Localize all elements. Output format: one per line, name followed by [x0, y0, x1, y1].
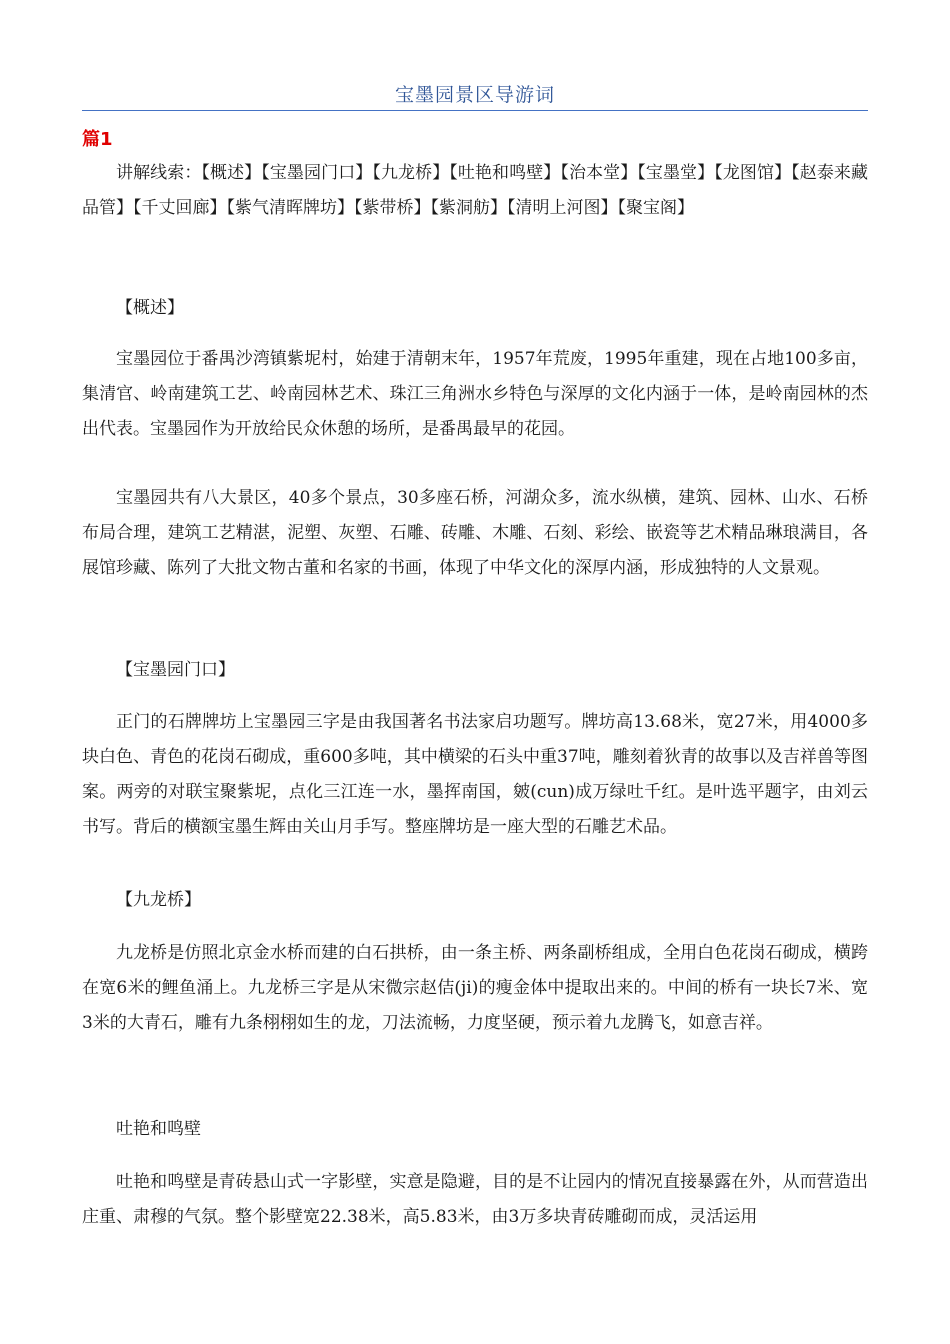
- section-heading-overview: 【概述】: [116, 298, 184, 318]
- section-heading-wall: 吐艳和鸣壁: [116, 1119, 201, 1139]
- overview-paragraph-1: 宝墨园位于番禺沙湾镇紫坭村，始建于清朝末年，1957年荒废，1995年重建，现在占地100多亩，集清官、岭南建筑工艺、岭南园林艺术、珠江三角洲水乡特色与深厚的文化内涵于一体，是岭南园林的杰出代表。宝墨园作为开放给民众休憩的场所，是番禺最早的花园。: [82, 349, 868, 439]
- bridge-paragraph-1: 九龙桥是仿照北京金水桥而建的白石拱桥，由一条主桥、两条副桥组成，全用白色花岗石砌成，横跨在宽6米的鲤鱼涌上。九龙桥三字是从宋微宗赵佶(ji)的瘦金体中提取出来的。中间的桥有一块长7米、宽3米的大青石，雕有九条栩栩如生的龙，刀法流畅，力度坚硬，预示着九龙腾飞，如意吉祥。: [82, 943, 868, 1033]
- section-heading-gate: 【宝墨园门口】: [116, 660, 235, 680]
- intro-paragraph: 讲解线索：【概述】【宝墨园门口】【九龙桥】【吐艳和鸣壁】【治本堂】【宝墨堂】【龙图馆】【赵泰来藏品管】【千丈回廊】【紫气清晖牌坊】【紫带桥】【紫洞舫】【清明上河图】【聚宝阁】: [82, 163, 868, 218]
- gate-paragraph-1: 正门的石牌牌坊上宝墨园三字是由我国著名书法家启功题写。牌坊高13.68米，宽27米，用4000多块白色、青色的花岗石砌成，重600多吨，其中横梁的石头中重37吨，雕刻着狄青的故事以及吉祥兽等图案。两旁的对联宝聚紫坭，点化三江连一水，墨挥南国，皴(cun)成万绿吐千红。是叶选平题字，由刘云书写。背后的横额宝墨生辉由关山月手写。整座牌坊是一座大型的石雕艺术品。: [82, 712, 868, 837]
- title-underline: [82, 110, 868, 111]
- document-title: 宝墨园景区导游词: [394, 84, 555, 106]
- chapter-label: 篇1: [82, 129, 113, 150]
- wall-paragraph-1: 吐艳和鸣壁是青砖悬山式一字影壁，实意是隐避，目的是不让园内的情况直接暴露在外，从而营造出庄重、肃穆的气氛。整个影壁宽22.38米，高5.83米，由3万多块青砖雕砌而成，灵活运用: [82, 1172, 868, 1227]
- overview-paragraph-2: 宝墨园共有八大景区，40多个景点，30多座石桥，河湖众多，流水纵横，建筑、园林、山水、石桥布局合理，建筑工艺精湛，泥塑、灰塑、石雕、砖雕、木雕、石刻、彩绘、嵌瓷等艺术精品琳琅满目，各展馆珍藏、陈列了大批文物古董和名家的书画，体现了中华文化的深厚内涵，形成独特的人文景观。: [82, 488, 868, 578]
- section-heading-bridge: 【九龙桥】: [116, 890, 201, 910]
